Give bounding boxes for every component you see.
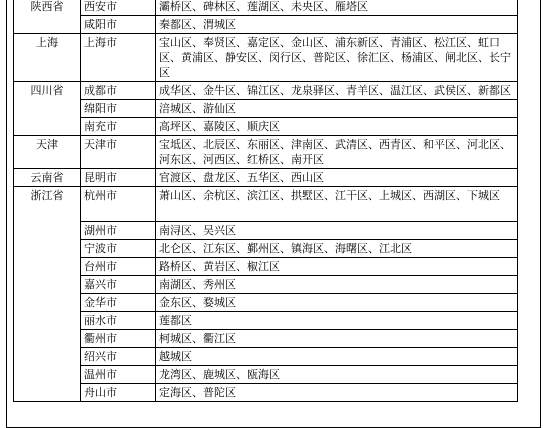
- districts-cell: 莲都区: [156, 312, 518, 330]
- province-cell: 天津: [14, 136, 81, 169]
- table-row: [14, 169, 518, 187]
- table-row: [14, 100, 518, 118]
- districts-cell: 宝坻区、北辰区、东丽区、津南区、武清区、西青区、和平区、河北区、河东区、河西区、红桥区、南开区: [156, 136, 518, 169]
- province-cell: 陕西省: [14, 0, 81, 34]
- city-cell: 舟山市: [81, 384, 156, 402]
- table-row: [14, 276, 518, 294]
- table-row: [14, 118, 518, 136]
- table-row: [14, 258, 518, 276]
- city-cell: 上海市: [81, 34, 156, 82]
- table-row: [14, 222, 518, 240]
- districts-cell: 路桥区、黄岩区、椒江区: [156, 258, 518, 276]
- city-cell: 成都市: [81, 82, 156, 100]
- district-table: [13, 0, 518, 402]
- districts-cell: 官渡区、盘龙区、五华区、西山区: [156, 169, 518, 187]
- districts-cell: 定海区、普陀区: [156, 384, 518, 402]
- table-row: [14, 0, 518, 16]
- city-cell: 温州市: [81, 366, 156, 384]
- table-row: [14, 384, 518, 402]
- table-row: [14, 187, 518, 222]
- table-row: [14, 294, 518, 312]
- districts-cell: 柯城区、衢江区: [156, 330, 518, 348]
- table-row: [14, 330, 518, 348]
- districts-cell: 北仑区、江东区、鄞州区、镇海区、海曙区、江北区: [156, 240, 518, 258]
- table-row: [14, 34, 518, 82]
- city-cell: 南充市: [81, 118, 156, 136]
- districts-cell: 涪城区、游仙区: [156, 100, 518, 118]
- districts-cell: 越城区: [156, 348, 518, 366]
- districts-cell: 金东区、婺城区: [156, 294, 518, 312]
- city-cell: 宁波市: [81, 240, 156, 258]
- districts-cell: 南浔区、吴兴区: [156, 222, 518, 240]
- city-cell: 西安市: [81, 0, 156, 16]
- districts-cell: 成华区、金牛区、锦江区、龙泉驿区、青羊区、温江区、武侯区、新都区: [156, 82, 518, 100]
- province-cell: 四川省: [14, 82, 81, 136]
- table-row: [14, 240, 518, 258]
- city-cell: 嘉兴市: [81, 276, 156, 294]
- districts-cell: 秦都区、渭城区: [156, 16, 518, 34]
- province-cell: 浙江省: [14, 187, 81, 402]
- city-cell: 绍兴市: [81, 348, 156, 366]
- districts-cell: 高坪区、嘉陵区、顺庆区: [156, 118, 518, 136]
- city-cell: 绵阳市: [81, 100, 156, 118]
- city-cell: 丽水市: [81, 312, 156, 330]
- table-row: [14, 16, 518, 34]
- table-row: [14, 312, 518, 330]
- city-cell: 湖州市: [81, 222, 156, 240]
- city-cell: 台州市: [81, 258, 156, 276]
- table-row: [14, 82, 518, 100]
- city-cell: 昆明市: [81, 169, 156, 187]
- city-cell: 天津市: [81, 136, 156, 169]
- districts-cell: 南湖区、秀州区: [156, 276, 518, 294]
- city-cell: 衢州市: [81, 330, 156, 348]
- province-cell: 上海: [14, 34, 81, 82]
- districts-cell: 萧山区、余杭区、滨江区、拱墅区、江干区、上城区、西湖区、下城区: [156, 187, 518, 222]
- city-cell: 咸阳市: [81, 16, 156, 34]
- city-cell: 杭州市: [81, 187, 156, 222]
- districts-cell: 灞桥区、碑林区、莲湖区、未央区、雁塔区: [156, 0, 518, 16]
- table-row: [14, 366, 518, 384]
- table-row: [14, 136, 518, 169]
- table-row: [14, 348, 518, 366]
- city-cell: 金华市: [81, 294, 156, 312]
- districts-cell: 龙湾区、鹿城区、瓯海区: [156, 366, 518, 384]
- districts-cell: 宝山区、奉贤区、嘉定区、金山区、浦东新区、青浦区、松江区、虹口区、黄浦区、静安区、闵行区、普陀区、徐汇区、杨浦区、闸北区、长宁区: [156, 34, 518, 82]
- province-cell: 云南省: [14, 169, 81, 187]
